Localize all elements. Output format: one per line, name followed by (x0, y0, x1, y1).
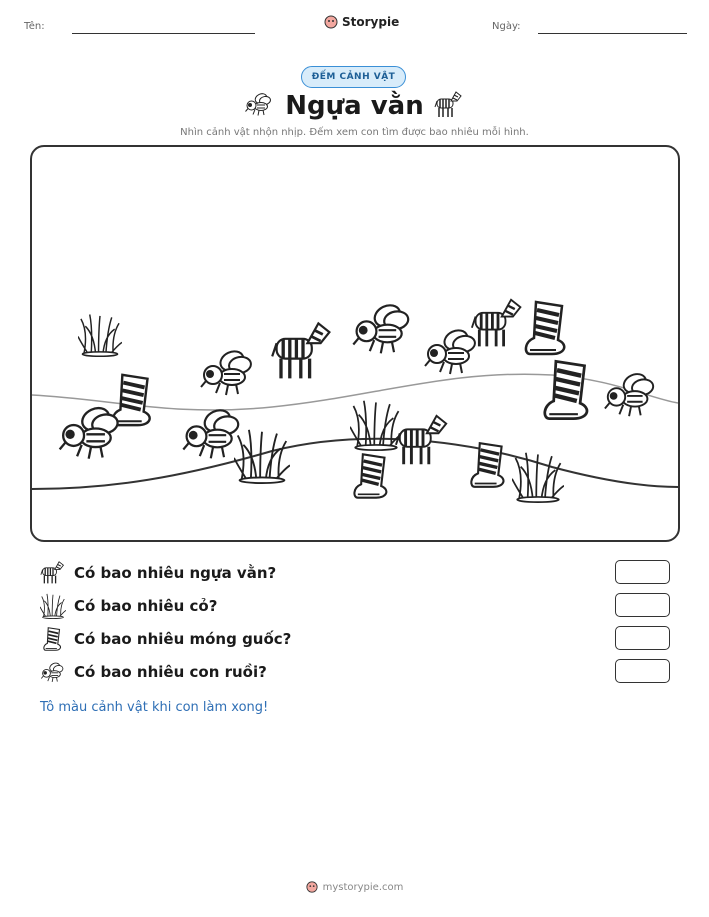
coloring-note: Tô màu cảnh vật khi con làm xong! (40, 700, 269, 715)
hoof-icon (40, 626, 66, 652)
answer-box[interactable] (615, 593, 670, 617)
zebra-icon (472, 300, 521, 347)
zebra-icon (272, 323, 329, 378)
scene-illustration (32, 147, 678, 540)
grass-icon (234, 430, 290, 483)
grass-icon (350, 401, 402, 450)
grass-icon (40, 593, 66, 619)
fly-icon (353, 301, 409, 353)
scene-frame (30, 145, 680, 542)
page-title: Ngựa vằn (285, 91, 424, 121)
category-badge: ĐẾM CẢNH VẬT (301, 66, 406, 88)
hoof-icon (526, 302, 564, 354)
grass-icon (512, 453, 564, 502)
question-text: Có bao nhiêu con ruồi? (74, 663, 267, 681)
name-line (72, 33, 255, 34)
hoof-icon (113, 375, 150, 425)
brand-name: Storypie (342, 15, 400, 29)
fly-icon (201, 348, 252, 395)
answer-box[interactable] (615, 560, 670, 584)
brand-logo (324, 14, 399, 30)
question-row (40, 626, 680, 652)
date-line (538, 33, 687, 34)
question-row (40, 659, 680, 685)
footer (0, 880, 709, 894)
fly-icon (40, 659, 66, 685)
fly-icon (425, 327, 476, 374)
fly-icon (183, 406, 239, 458)
page-subtitle: Nhìn cảnh vật nhộn nhịp. Đếm xem con tìm được bao nhiêu mỗi hình. (180, 127, 529, 138)
grass-icon (78, 314, 122, 356)
zebra-icon (396, 416, 446, 464)
question-text: Có bao nhiêu cỏ? (74, 597, 218, 615)
hoof-icon (354, 454, 386, 497)
zebra-icon (434, 90, 464, 120)
brand-mascot-icon (306, 880, 318, 894)
question-text: Có bao nhiêu móng guốc? (74, 630, 292, 648)
hoof-icon (545, 361, 587, 418)
answer-box[interactable] (615, 659, 670, 683)
brand-mascot-icon (324, 14, 338, 30)
fly-icon (605, 371, 655, 417)
question-row (40, 593, 680, 619)
question-row (40, 560, 680, 586)
question-text: Có bao nhiêu ngựa vằn? (74, 564, 277, 582)
answer-box[interactable] (615, 626, 670, 650)
zebra-icon (40, 560, 66, 586)
fly-icon (60, 404, 119, 459)
date-label: Ngày: (492, 21, 521, 32)
hoof-icon (471, 443, 503, 487)
site-url[interactable]: mystorypie.com (322, 881, 404, 893)
name-label: Tên: (24, 21, 45, 32)
